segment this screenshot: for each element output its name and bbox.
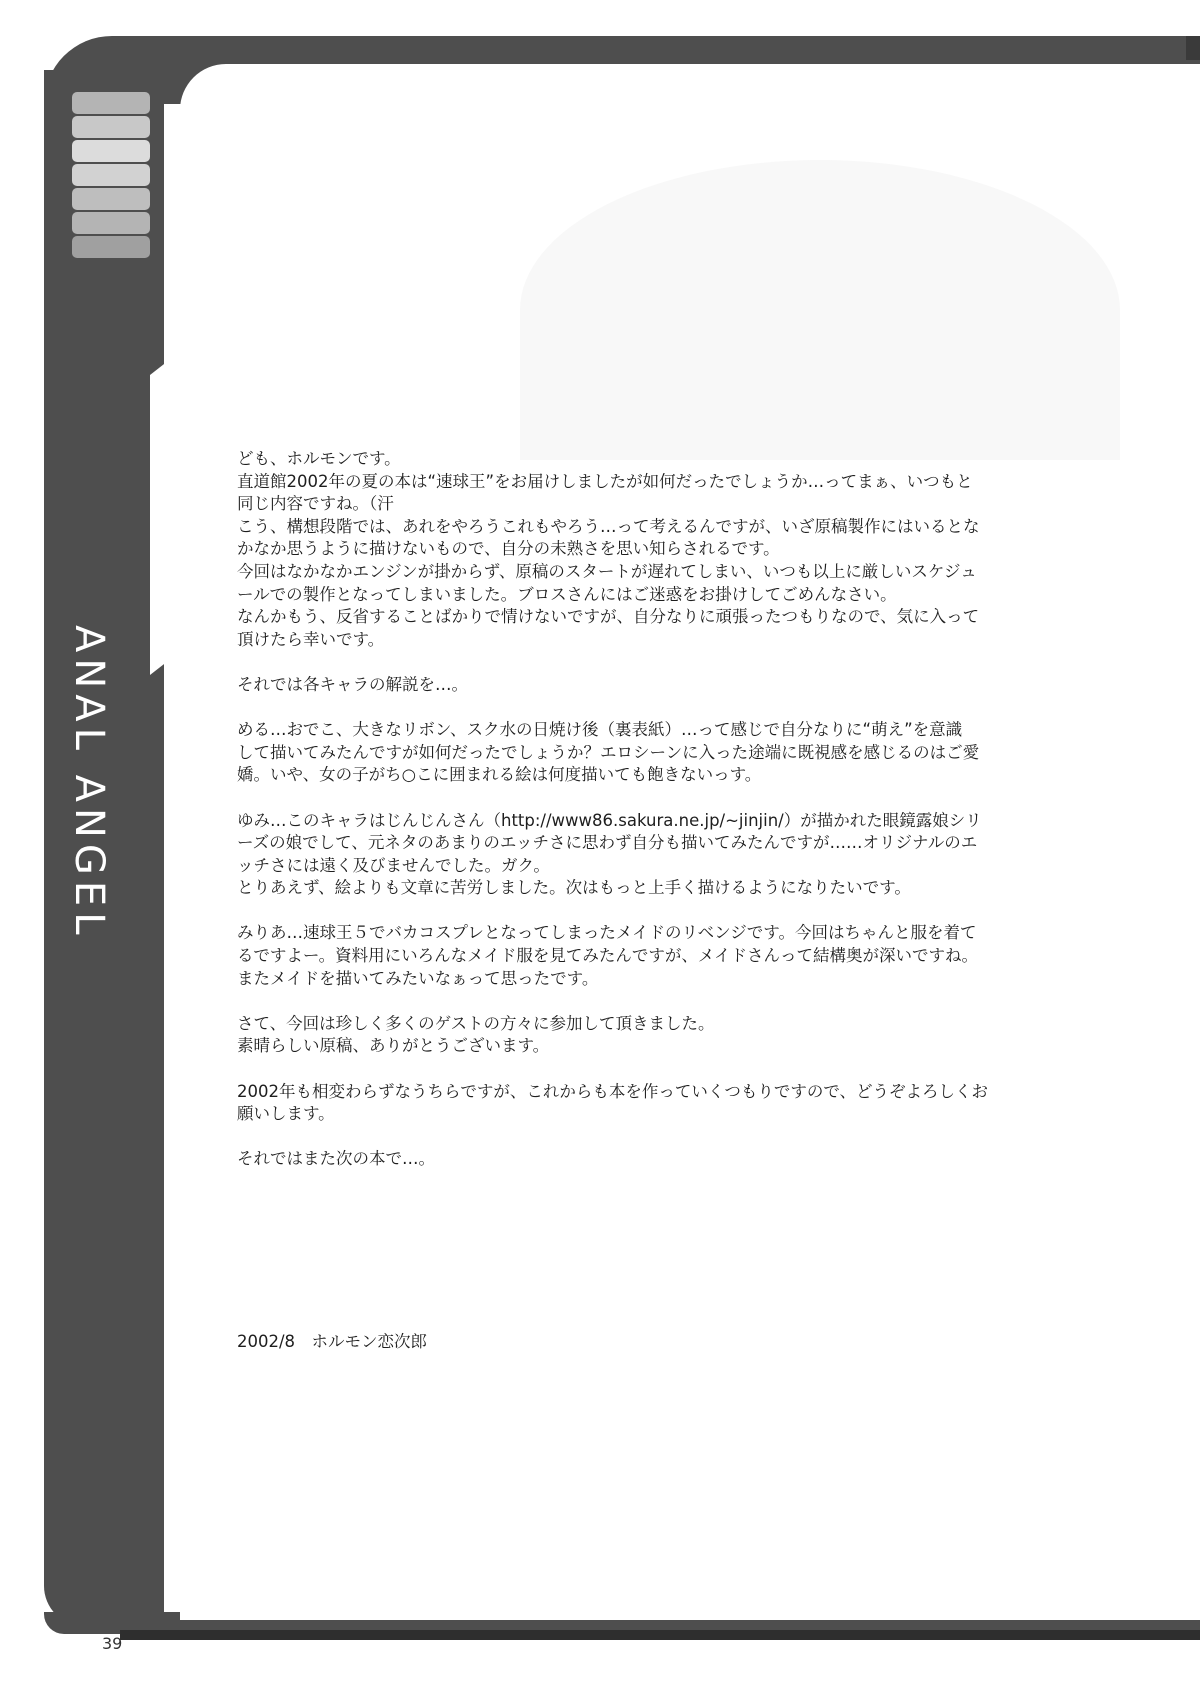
frame-top-tail [1186, 36, 1200, 60]
text-line: ゆみ…このキャラはじんじんさん（http://www86.sakura.ne.jp/~jinjin/）が描かれた眼鏡露娘シリ [237, 810, 982, 830]
afterword-text [237, 448, 1107, 1171]
text-line: 素晴らしい原稿、ありがとうございます。 [237, 1036, 550, 1056]
text-line: める…おでこ、大きなリボン、スク水の日焼け後（裏表紙）…って感じで自分なりに“萌え”を意識 [237, 720, 963, 740]
paragraph-gap [237, 900, 1107, 923]
text-line: 願いします。 [237, 1104, 335, 1124]
paragraph-gap [237, 1126, 1107, 1149]
decorative-bar [72, 92, 150, 114]
text-line: またメイドを描いてみたいなぁって思ったです。 [237, 968, 599, 988]
decorative-bar [72, 164, 150, 186]
decorative-bar [72, 116, 150, 138]
diagonal-stripe [150, 362, 166, 675]
bleed-through-ghost [520, 160, 1120, 460]
page-number: 39 [102, 1634, 123, 1653]
text-line: それでは各キャラの解説を…。 [237, 674, 468, 694]
text-line: こう、構想段階では、あれをやろうこれもやろう…って考えるんですが、いざ原稿製作にはいるとな [237, 516, 980, 536]
vertical-title [66, 625, 112, 941]
text-line: 2002年も相変わらずなうちらですが、これからも本を作っていくつもりですので、どうぞよろしくお [237, 1081, 988, 1101]
paragraph-gap [237, 697, 1107, 720]
text-line: みりあ…速球王５でバカコスプレとなってしまったメイドのリベンジです。今回はちゃんと服を着て [237, 923, 977, 943]
text-line: ッチさには遠く及びませんでした。ガク。 [237, 855, 550, 875]
paragraph-gap [237, 787, 1107, 810]
text-line: ーズの娘でして、元ネタのあまりのエッチさに思わず自分も描いてみたんですが……オリジナルのエ [237, 833, 978, 853]
decorative-bar [72, 188, 150, 210]
text-line: 今回はなかなかエンジンが掛からず、原稿のスタートが遅れてしまい、いつも以上に厳しいスケジュ [237, 561, 977, 581]
vertical-title-text: ANAL ANGEL [66, 625, 112, 941]
text-line: 嬌。いや、女の子がち○こに囲まれる絵は何度描いても飽きないっす。 [237, 765, 762, 785]
paragraph-gap [237, 1058, 1107, 1081]
decorative-bar [72, 140, 150, 162]
paragraph-gap [237, 990, 1107, 1013]
decorative-bar [72, 212, 150, 234]
decorative-bars [72, 92, 152, 262]
text-line: して描いてみたんですが如何だったでしょうか？エロシーンに入った途端に既視感を感じるのはご愛 [237, 742, 980, 762]
text-line: それではまた次の本で…。 [237, 1149, 435, 1169]
text-line: とりあえず、絵よりも文章に苦労しました。次はもっと上手く描けるようになりたいです。 [237, 878, 911, 898]
text-line: 直道館2002年の夏の本は“速球王”をお届けしましたが如何だったでしょうか…ってまぁ、いつもと [237, 471, 973, 491]
text-line: ールでの製作となってしまいました。ブロスさんにはご迷惑をお掛けしてごめんなさい。 [237, 584, 897, 604]
text-line: 同じ内容ですね。（汗 [237, 494, 394, 514]
text-line: さて、今回は珍しく多くのゲストの方々に参加して頂きました。 [237, 1013, 715, 1033]
frame-bottom-shadow [120, 1630, 1200, 1640]
signature: 2002/8 ホルモン恋次郎 [237, 1332, 428, 1351]
text-line: かなか思うように描けないもので、自分の未熟さを思い知らされるです。 [237, 539, 780, 559]
decorative-bar [72, 236, 150, 258]
paragraph-gap [237, 651, 1107, 674]
text-line: なんかもう、反省することばかりで情けないですが、自分なりに頑張ったつもりなので、気に入って [237, 607, 980, 627]
text-line: るですよー。資料用にいろんなメイド服を見てみたんですが、メイドさんって結構奥が深いですね。 [237, 946, 979, 966]
text-line: 頂けたら幸いです。 [237, 629, 385, 649]
text-line: ども、ホルモンです。 [237, 449, 401, 468]
